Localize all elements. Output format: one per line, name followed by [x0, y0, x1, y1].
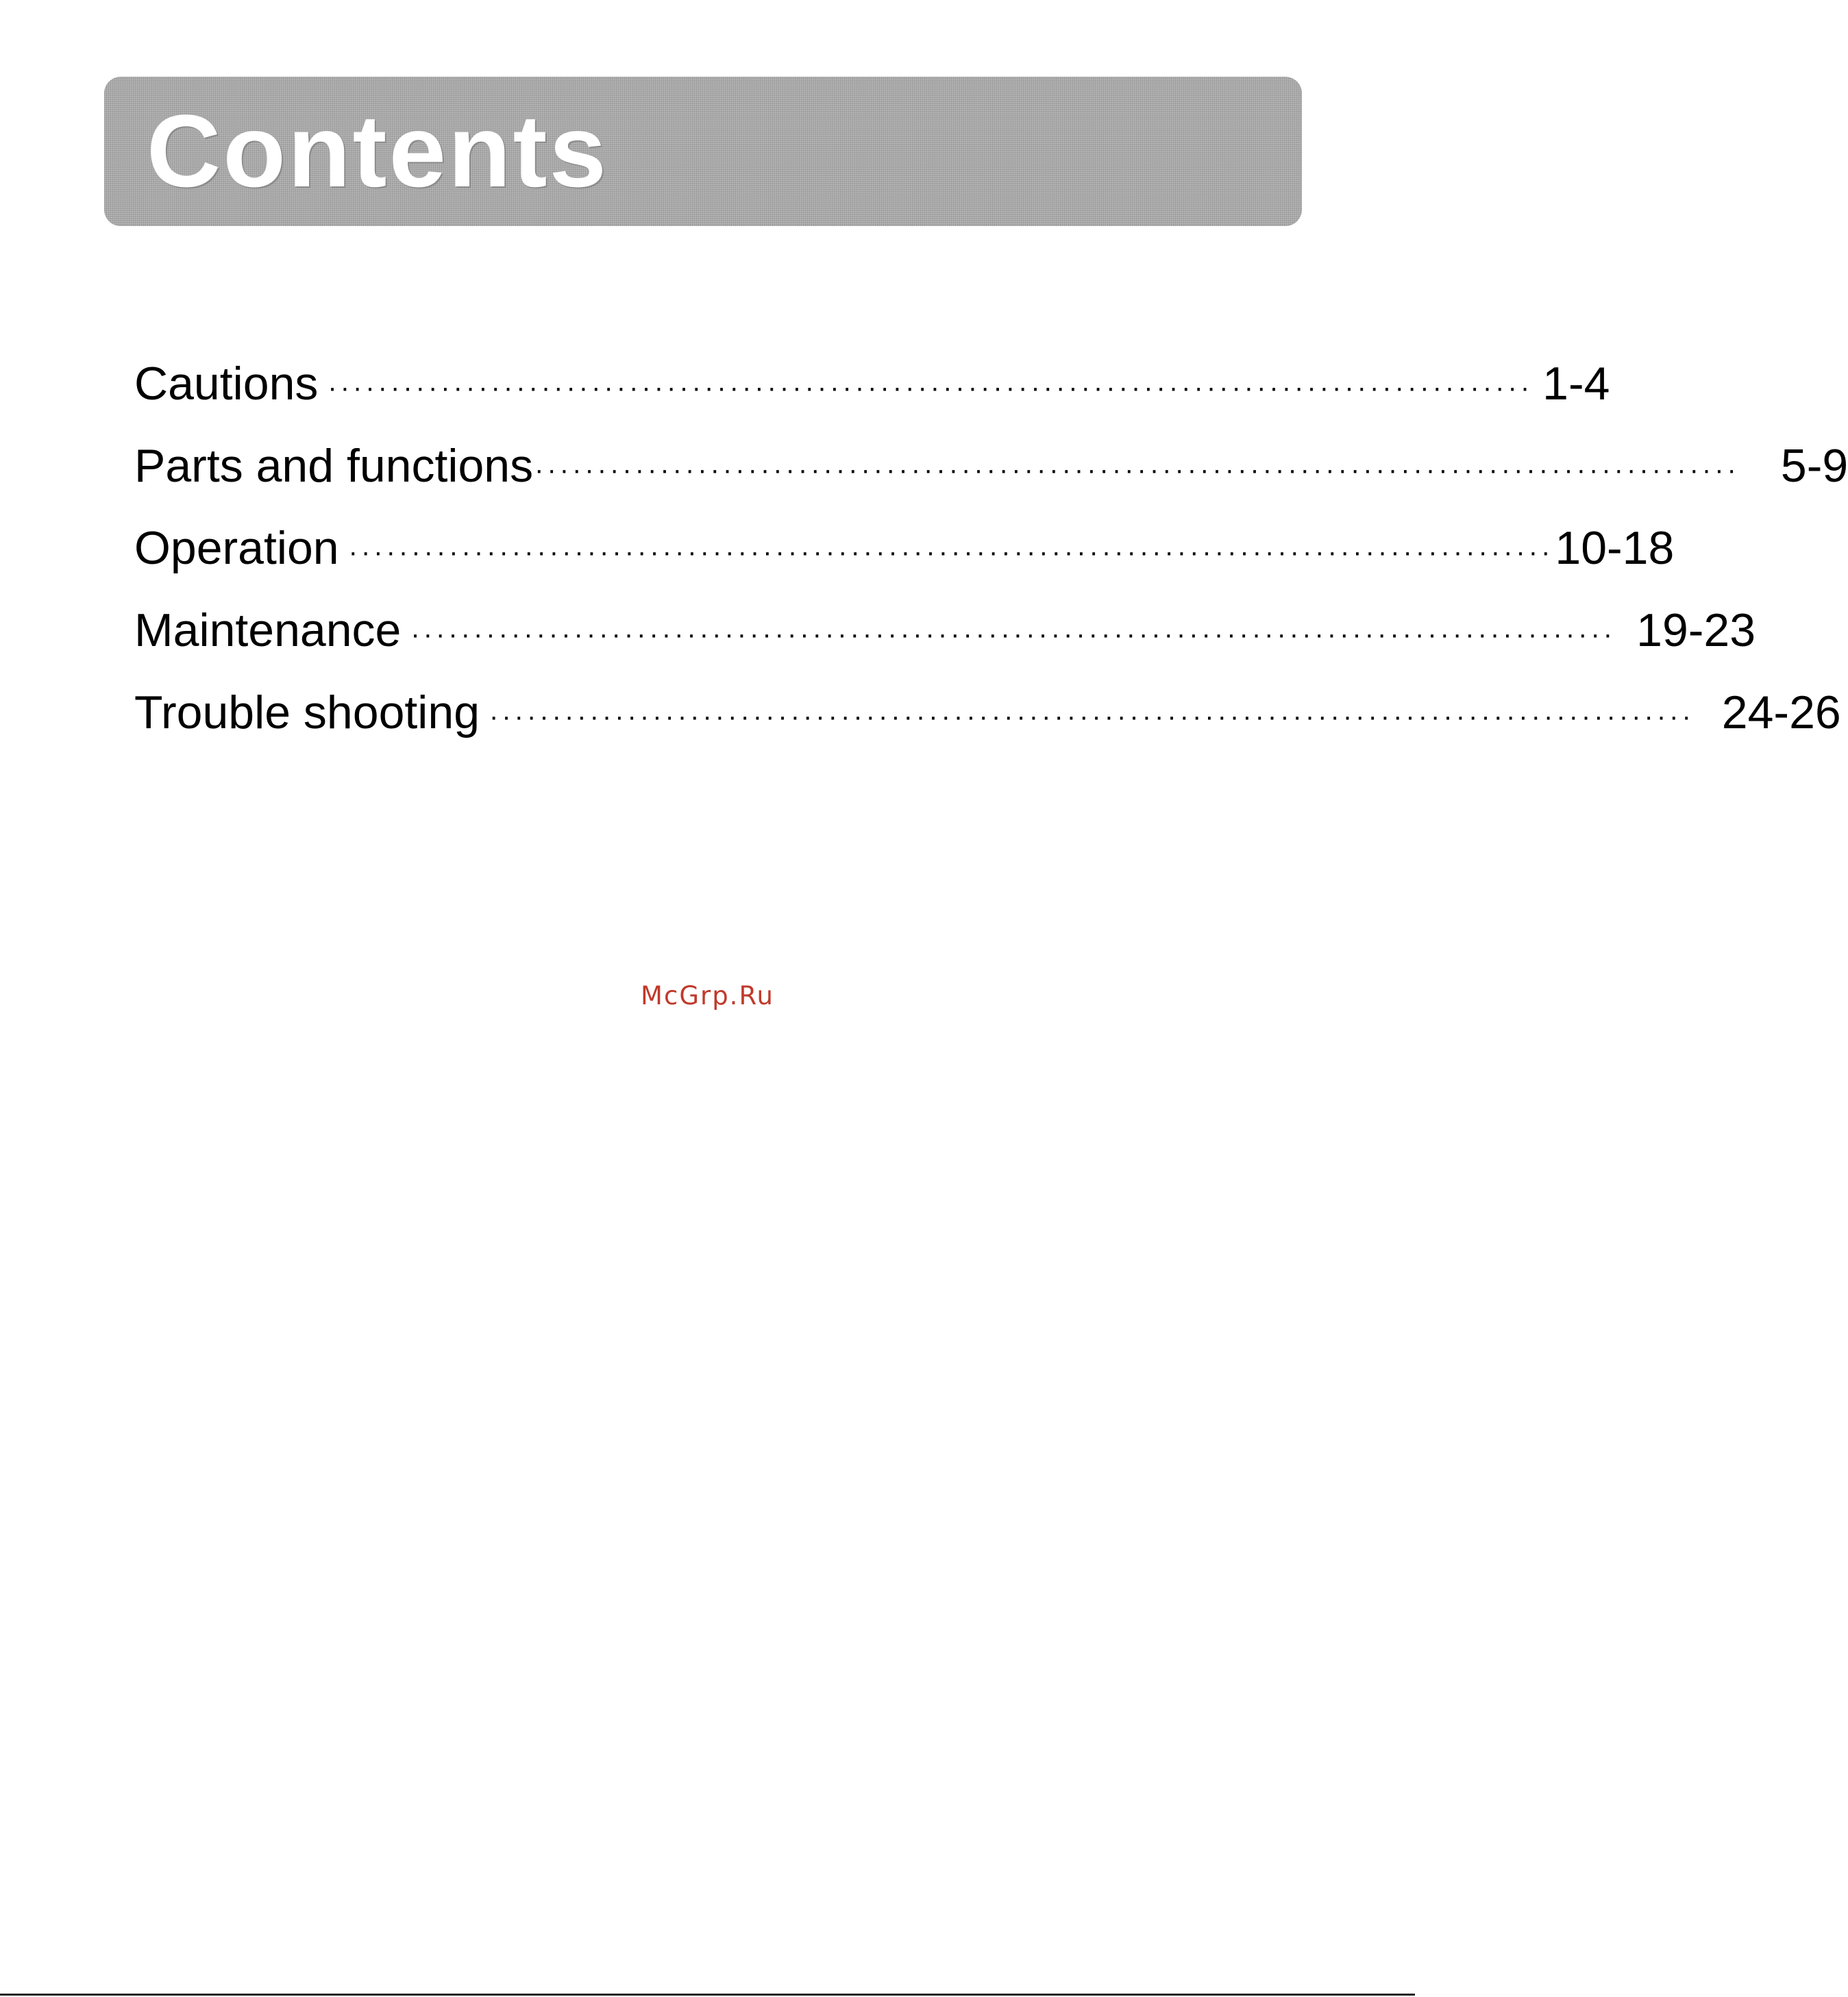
toc-entry-label: Maintenance: [134, 604, 402, 656]
toc-entry-cautions[interactable]: Cautions ································································································ 1-4: [134, 343, 1283, 425]
bottom-divider: [0, 1994, 1415, 1996]
dot-leader: ································································································: [489, 702, 1695, 732]
dot-leader: ································································································: [328, 373, 1533, 403]
dot-leader: ································································································: [348, 537, 1554, 567]
page-title: Contents: [147, 93, 608, 208]
toc-entry-maintenance[interactable]: Maintenance ································································································ 19-23: [134, 589, 1283, 671]
dot-leader: ································································································: [534, 455, 1740, 485]
toc-entry-label: Operation: [134, 522, 339, 574]
toc-entry-label: Trouble shooting: [134, 686, 480, 739]
toc-entry-operation[interactable]: Operation ································································································ 10-18: [134, 507, 1283, 589]
toc-entry-label: Cautions: [134, 358, 319, 410]
toc-entry-trouble-shooting[interactable]: Trouble shooting ································································································ 24-26: [134, 671, 1283, 754]
contents-banner: [104, 77, 1302, 226]
toc-entry-parts-and-functions[interactable]: Parts and functions ································································································ 5-9: [134, 425, 1283, 507]
site-watermark: McGrp.Ru: [641, 981, 774, 1010]
toc-entry-label: Parts and functions: [134, 440, 534, 492]
dot-leader: ································································································: [410, 619, 1616, 649]
table-of-contents: [134, 343, 1848, 754]
